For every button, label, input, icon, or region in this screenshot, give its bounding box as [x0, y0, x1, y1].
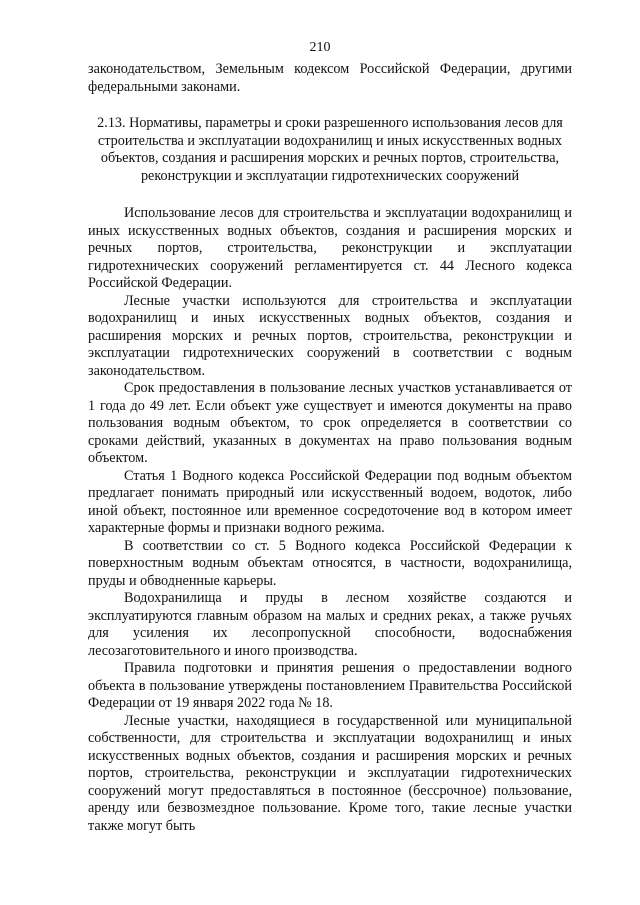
paragraph-1: Использование лесов для строительства и эксплуатации водохранилищ и иных искусственных водных объектов, создания и расширения морских и речных портов, строительства, реконструкции и эксплуатации гидротехнических сооружений регламентируется ст. 44 Лесного кодекса Российской Федерации. — [88, 205, 572, 291]
paragraph-5: В соответствии со ст. 5 Водного кодекса Российской Федерации к поверхностным водным объектам относятся, в частности, водохранилища, пруды и обводненные карьеры. — [88, 537, 572, 589]
paragraph-8: Лесные участки, находящиеся в государственной или муниципальной собственности, для строительства и эксплуатации водохранилищ и иных искусственных водных объектов, создания и расширения морских и речных портов, строительства, реконструкции и эксплуатации гидротехнических сооружений могут предоставляться в постоянное (бессрочное) пользование, аренду или безвозмездное пользование. Кроме того, такие лесные участки также могут быть — [88, 712, 572, 834]
opening-text: законодательством, Земельным кодексом Российской Федерации, другими федеральными законами. — [88, 61, 572, 95]
paragraph-6: Водохранилища и пруды в лесном хозяйстве создаются и эксплуатируются главным образом на малых и средних реках, а также ручьях для усиления их лесопропускной способности, водоснабжения лесозаготовительного и иного производства. — [88, 590, 572, 659]
paragraph-2: Лесные участки используются для строительства и эксплуатации водохранилищ и иных искусственных водных объектов, создания и расширения морских и речных портов, строительства, реконструкции и эксплуатации гидротехнических сооружений в соответствии с водным законодательством. — [88, 292, 572, 379]
paragraph-7: Правила подготовки и принятия решения о предоставлении водного объекта в пользование утверждены постановлением Правительства Российской Федерации от 19 января 2022 года № 18. — [88, 660, 572, 711]
section-heading: 2.13. Нормативы, параметры и сроки разрешенного использования лесов для строительства и эксплуатации водохранилищ и иных искусственных водных объектов, создания и расширения морских и речных портов, строительства, реконструкции и эксплуатации гидротехнических сооружений — [97, 115, 563, 184]
document-body — [88, 61, 572, 835]
paragraph-3: Срок предоставления в пользование лесных участков устанавливается от 1 года до 49 лет. Если объект уже существует и имеются документы на право пользования водным объектом, то срок определяется в соответствии со сроками действий, указанных в документах на право пользования водным объектом. — [88, 380, 572, 466]
paragraph-4: Статья 1 Водного кодекса Российской Федерации под водным объектом предлагает понимать природный или искусственный водоем, водоток, либо иной объект, постоянное или временное сосредоточение вод в котором имеет характерные формы и признаки водного режима. — [88, 467, 572, 536]
page-number: 210 — [309, 40, 331, 55]
